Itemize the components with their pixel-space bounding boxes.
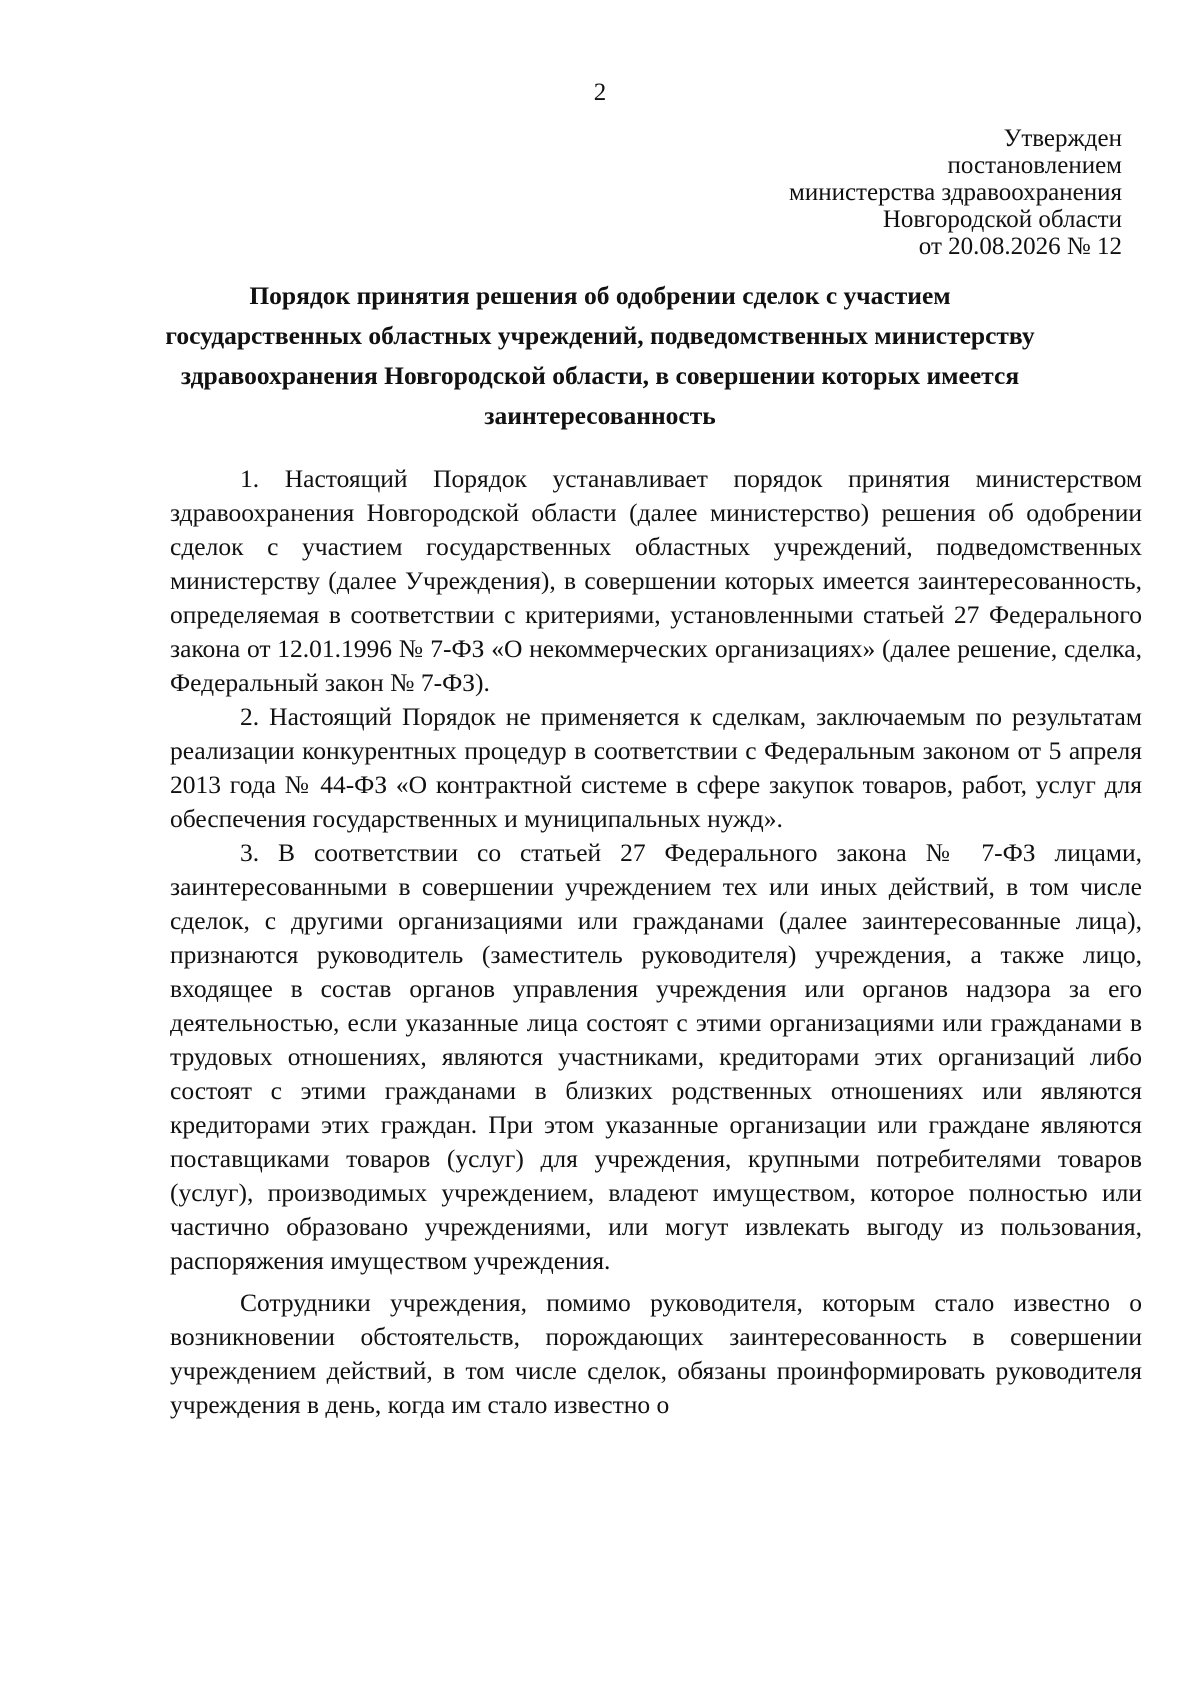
approval-stamp (562, 125, 1122, 260)
title-line: государственных областных учреждений, подведомственных министерству (165, 321, 1035, 350)
paragraph-3: 3. В соответствии со статьей 27 Федерального закона № 7-ФЗ лицами, заинтересованными в совершении учреждением тех или иных действий, в том числе сделок, с другими организациями или гражданами (далее заинтересованные лица), признаются руководитель (заместитель руководителя) учреждения, а также лицо, входящее в состав органов управления учреждения или органов надзора за его деятельностью, если указанные лица состоят с этими организациями или гражданами в трудовых отношениях, являются участниками, кредиторами этих организаций либо состоят с этими гражданами в близких родственных отношениях или являются кредиторами этих граждан. При этом указанные организации или граждане являются поставщиками товаров (услуг) для учреждения, крупными потребителями товаров (услуг), производимых учреждением, владеют имуществом, которое полностью или частично образовано учреждениями, или могут извлекать выгоду из пользования, распоряжения имуществом учреждения. (170, 838, 1142, 1275)
approval-line-region: Новгородской области (882, 206, 1122, 233)
approval-line-date-number: от 20.08.2026 № 12 (918, 233, 1122, 260)
approval-line-ministry: министерства здравоохранения (789, 179, 1122, 206)
title-line: здравоохранения Новгородской области, в совершении которых имеется (180, 361, 1020, 390)
document-title (150, 276, 1050, 436)
paragraph-1: 1. Настоящий Порядок устанавливает порядок принятия министерством здравоохранения Новгородской области (далее министерство) решения об одобрении сделок с участием государственных областных учреждений, подведомственных министерству (далее Учреждения), в совершении которых имеется заинтересованность, определяемая в соответствии с критериями, установленными статьей 27 Федерального закона от 12.01.1996 № 7-ФЗ «О некоммерческих организациях» (далее решение, сделка, Федеральный закон № 7-ФЗ). (170, 464, 1142, 697)
approval-line-resolution: постановлением (947, 152, 1122, 179)
page-number: 2 (593, 79, 607, 106)
approval-line-approved: Утвержден (1003, 125, 1122, 152)
title-line: заинтересованность (484, 401, 716, 430)
paragraph-2: 2. Настоящий Порядок не применяется к сделкам, заключаемым по результатам реализации конкурентных процедур в соответствии с Федеральным законом от 5 апреля 2013 года № 44-ФЗ «О контрактной системе в сфере закупок товаров, работ, услуг для обеспечения государственных и муниципальных нужд». (170, 702, 1142, 833)
title-line: Порядок принятия решения об одобрении сделок с участием (249, 281, 951, 310)
paragraph-4: Сотрудники учреждения, помимо руководителя, которым стало известно о возникновении обстоятельств, порождающих заинтересованность в совершении учреждением действий, в том числе сделок, обязаны проинформировать руководителя учреждения в день, когда им стало известно о (170, 1288, 1142, 1419)
document-body (170, 462, 1142, 1422)
